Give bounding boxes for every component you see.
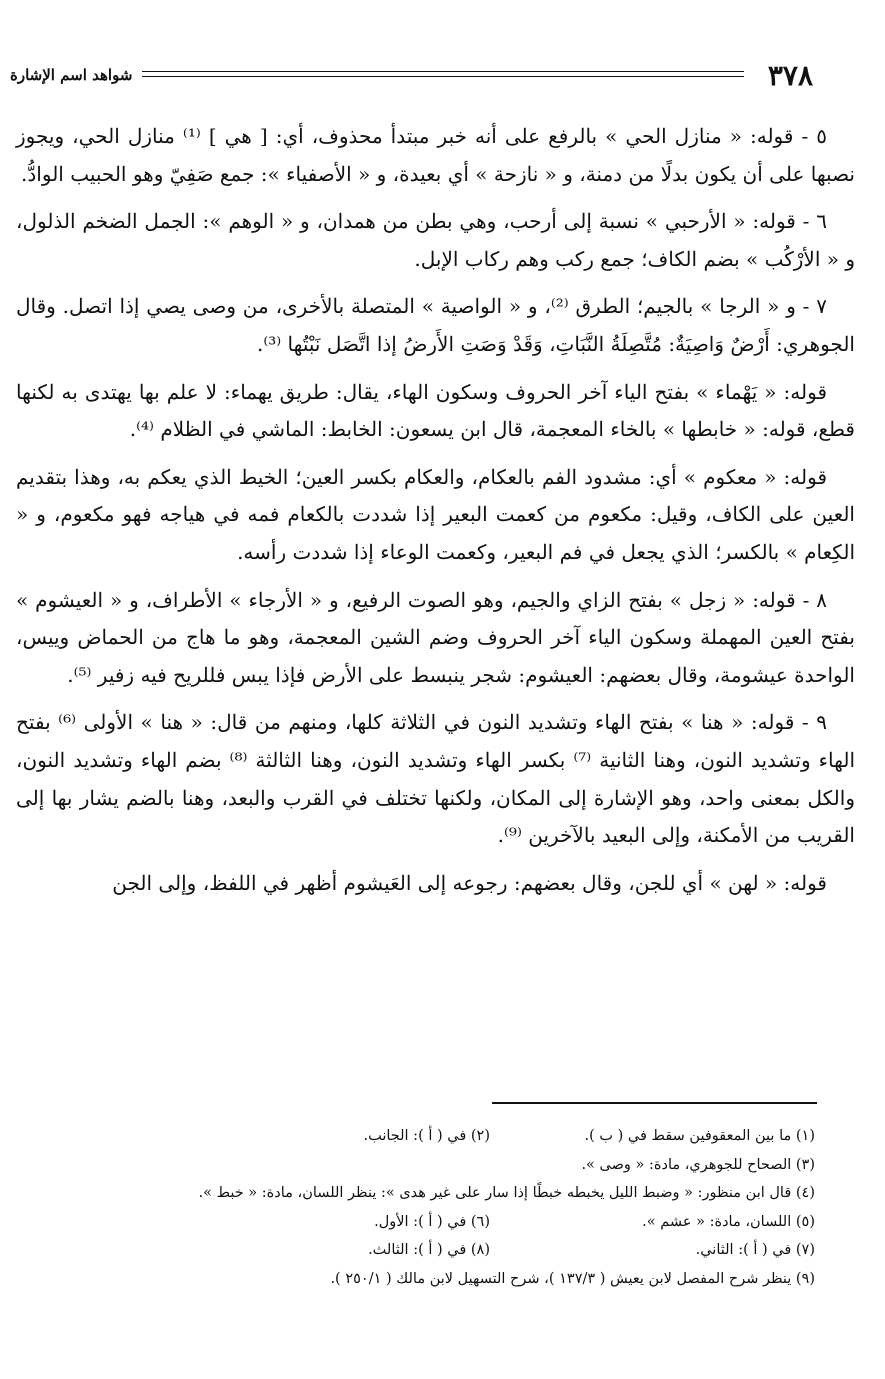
header-double-rule bbox=[142, 70, 743, 80]
running-title: شواهد اسم الإشارة bbox=[10, 66, 133, 84]
footnote-3: (٣) الصحاح للجوهري، مادة: « وصى ». bbox=[581, 1156, 815, 1173]
footnote-row bbox=[40, 1208, 815, 1237]
footnote-row bbox=[40, 1236, 815, 1265]
paragraph-9-lahunna: قوله: « لهن » أي للجن، وقال بعضهم: رجوعه إلى العَيشوم أظهر في اللفظ، وإلى الجن bbox=[112, 870, 827, 895]
footnote-5: (٥) اللسان، مادة: « عشم ». bbox=[642, 1213, 815, 1230]
page-header bbox=[10, 52, 813, 98]
paragraph-7: ٧ - و « الرجا » بالجيم؛ الطرق ⁽²⁾، و « الواصية » المتصلة بالأخرى، من وصى يصي إذا اتصل. وقال الجوهري: أَرْضٌ وَاصِيَةٌ: مُتَّصِلَةُ النَّبَاتِ، وَقَدْ وَصَتِ الأَرضُ إذا اتَّصَل نَبْتُها ⁽³⁾. bbox=[16, 294, 855, 356]
footnote-9: (٩) ينظر شرح المفصل لابن يعيش ( ١٣٧/٣ )، شرح التسهيل لابن مالك ( ٢٥٠/١ ). bbox=[330, 1270, 815, 1287]
footnote-8: (٨) في ( أ ): الثالث. bbox=[368, 1242, 490, 1258]
paragraph-5: ٥ - قوله: « منازل الحي » بالرفع على أنه خبر مبتدأ محذوف، أي: [ هي ] ⁽¹⁾ منازل الحي، ويجوز نصبها على أن يكون بدلًا من دمنة، و « نازحة » أي بعيدة، و « الأصفياء »: جمع صَفِيّ وهو الحبيب الوادُّ. bbox=[16, 124, 855, 186]
footnote-row bbox=[40, 1122, 815, 1151]
footnote-6: (٦) في ( أ ): الأول. bbox=[374, 1213, 490, 1230]
footnote-row bbox=[40, 1179, 815, 1208]
footnote-2: (٢) في ( أ ): الجانب. bbox=[363, 1128, 490, 1144]
footnote-7: (٧) في ( أ ): الثاني. bbox=[695, 1242, 815, 1258]
paragraph-7-makum: قوله: « معكوم » أي: مشدود الفم بالعكام، والعكام بكسر العين؛ الخيط الذي يعكم به، وهذا بتقديم العين على الكاف، وقيل: مكعوم من كعمت البعير إذا شددت بالكعام فمه في هياجه فهو مكعوم، و « الكِعام » بالكسر؛ الذي يجعل في فم البعير، وكعمت الوعاء إذا شددت رأسه. bbox=[16, 464, 855, 564]
footnote-separator bbox=[492, 1102, 817, 1104]
paragraph-9: ٩ - قوله: « هنا » بفتح الهاء وتشديد النون في الثلاثة كلها، ومنهم من قال: « هنا » الأولى ⁽⁶⁾ بفتح الهاء وتشديد النون، وهنا الثانية ⁽⁷⁾ بكسر الهاء وتشديد النون، وهنا الثالثة ⁽⁸⁾ بضم الهاء وتشديد النون، والكل بمعنى واحد، وهو الإشارة إلى المكان، ولكنها تختلف في القرب والبعد، وهنا بالضم يشار بها إلى القريب من الأمكنة، وإلى البعيد بالآخرين ⁽⁹⁾. bbox=[16, 710, 856, 848]
main-text bbox=[16, 118, 855, 912]
footnote-1: (١) ما بين المعقوفين سقط في ( ب ). bbox=[584, 1128, 815, 1144]
footnotes bbox=[40, 1122, 815, 1293]
page-number: ٣٧٨ bbox=[767, 58, 813, 92]
footnote-row bbox=[40, 1151, 815, 1180]
paragraph-7-yahma: قوله: « يَهْماء » بفتح الياء آخر الحروف وسكون الهاء، يقال: طريق يهماء: لا علم بها يهتدى به لكنها قطع، قوله: « خابطها » بالخاء المعجمة، قال ابن يسعون: الخابط: الماشي في الظلام ⁽⁴⁾. bbox=[16, 379, 855, 442]
paragraph-8: ٨ - قوله: « زجل » بفتح الزاي والجيم، وهو الصوت الرفيع، و « الأرجاء » الأطراف، و « العيشوم » بفتح العين المهملة وسكون الياء آخر الحروف وضم الشين المعجمة، وهو ما هاج من الحماض وييس، الواحدة عيشومة، وقال بعضهم: العيشوم: شجر ينبسط على الأرض فإذا يبس فللريح فيه زفير ⁽⁵⁾. bbox=[16, 587, 855, 687]
footnote-row bbox=[40, 1265, 815, 1294]
paragraph-6: ٦ - قوله: « الأرحبي » نسبة إلى أرحب، وهي بطن من همدان، و « الوهم »: الجمل الضخم الذلول، و « الأرْكُب » بضم الكاف؛ جمع ركب وهم ركاب الإبل. bbox=[16, 209, 855, 271]
footnote-4: (٤) قال ابن منظور: « وضبط الليل يخبطه خبطًا إذا سار على غير هدى »: ينظر اللسان، مادة: « خبط ». bbox=[198, 1185, 815, 1201]
